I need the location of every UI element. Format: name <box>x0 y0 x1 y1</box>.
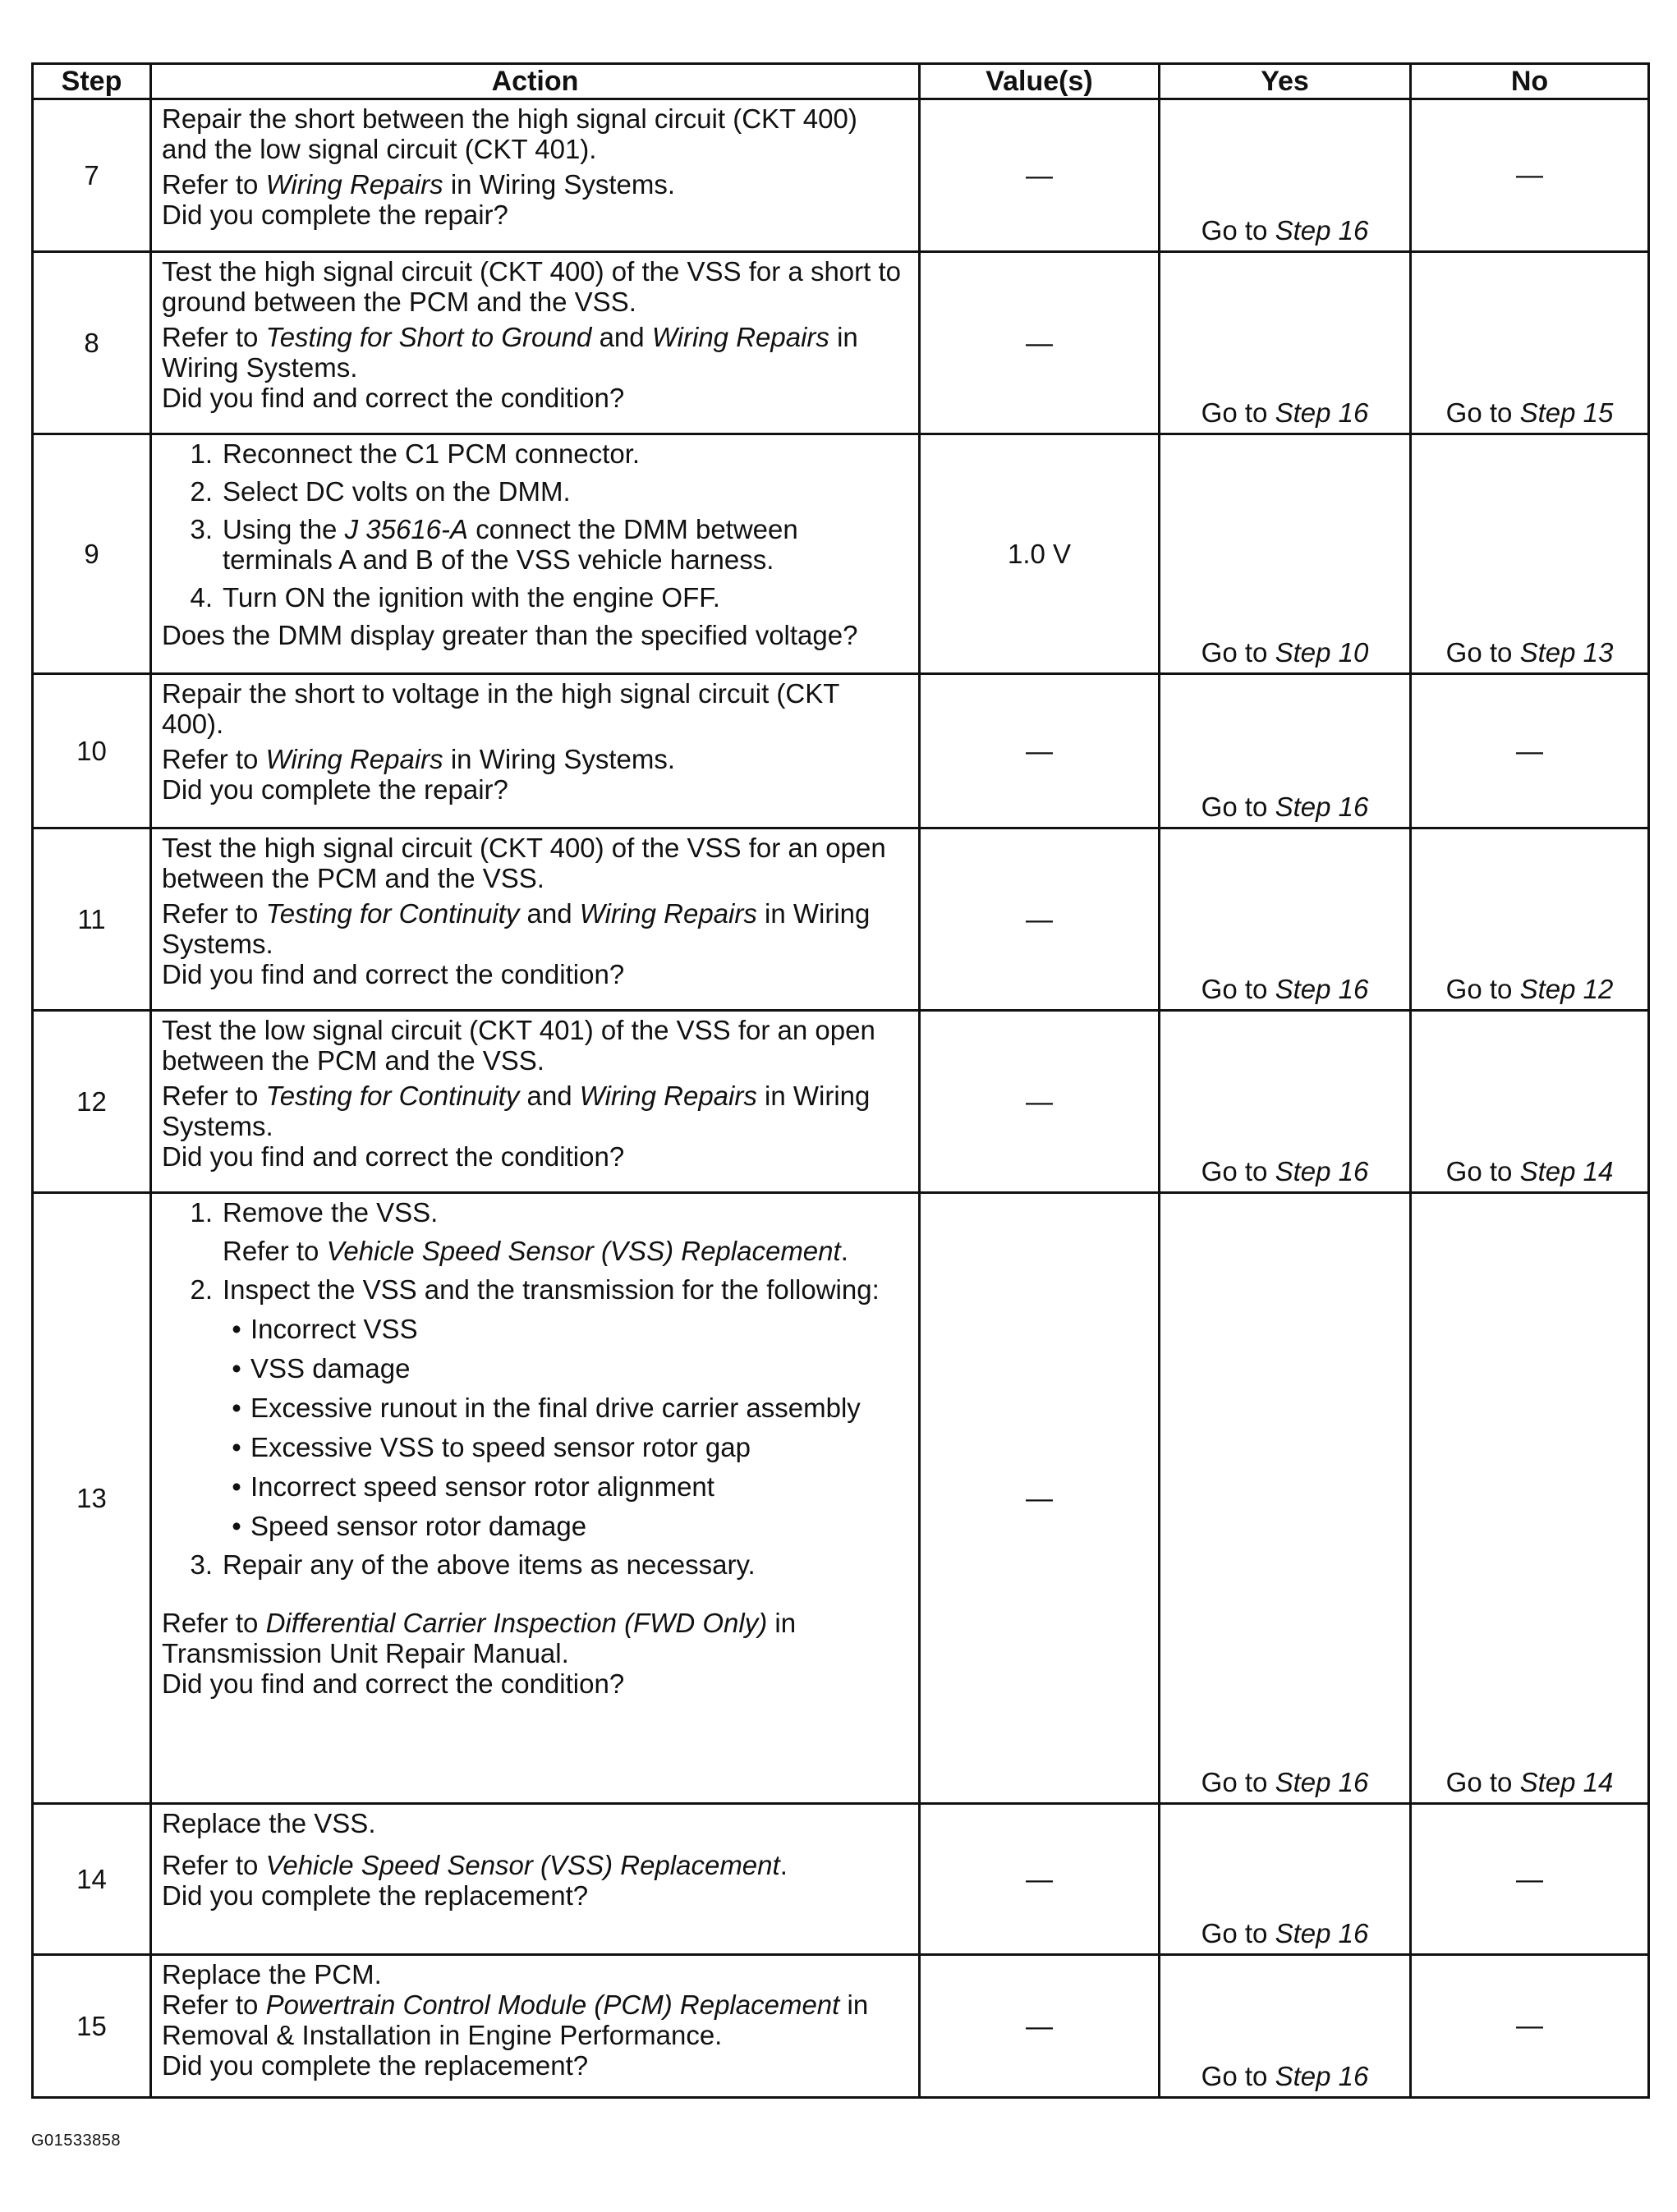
list-item: • Excessive VSS to speed sensor rotor gap <box>232 1432 751 1462</box>
no-cell <box>1411 1804 1649 1955</box>
action-step: Inspect the VSS and the transmission for the following: <box>223 1274 880 1305</box>
action-text: Refer to Vehicle Speed Sensor (VSS) Replacement. <box>223 1236 848 1266</box>
no-cell <box>1411 434 1649 674</box>
yes-goto: Go to Step 16 <box>1201 215 1369 246</box>
yes-goto: Go to Step 10 <box>1201 637 1369 668</box>
action-text: Replace the VSS. <box>162 1808 376 1838</box>
action-question: Did you find and correct the condition? <box>162 959 625 989</box>
no-goto: Go to Step 13 <box>1445 637 1614 668</box>
table-row-step-14 <box>33 1804 1649 1955</box>
action-cell <box>151 1955 920 2098</box>
action-text: Test the low signal circuit (CKT 401) of the VSS for an open between the PCM and the VSS. <box>162 1015 875 1076</box>
action-text: Refer to Testing for Short to Ground and Wiring Repairs in Wiring Systems. <box>162 322 858 383</box>
no-value: — <box>1516 2010 1543 2040</box>
yes-goto: Go to Step 16 <box>1201 1918 1369 1948</box>
action-text: Repair the short between the high signal circuit (CKT 400) and the low signal circuit (CKT 401). <box>162 103 857 164</box>
step-number: 7 <box>33 99 151 252</box>
table-row-step-9 <box>33 434 1649 674</box>
step-number: 12 <box>33 1011 151 1193</box>
no-value: — <box>1516 736 1543 766</box>
action-question: Did you find and correct the condition? <box>162 1141 625 1172</box>
action-text: Test the high signal circuit (CKT 400) of the VSS for a short to ground between the PCM and the VSS. <box>162 256 901 317</box>
action-text: Test the high signal circuit (CKT 400) of the VSS for an open between the PCM and the VSS. <box>162 833 886 893</box>
value-cell: — <box>920 99 1160 252</box>
action-text: Refer to Differential Carrier Inspection (FWD Only) in Transmission Unit Repair Manual. <box>162 1608 797 1668</box>
action-cell <box>151 99 920 252</box>
action-question: Did you complete the repair? <box>162 200 508 230</box>
action-cell: 1. Reconnect the C1 PCM connector. 2. Select DC volts on the DMM. 3. Using the J 35616-A connect the DMM between terminals A and B of the VSS vehicle harness. 4. Turn ON the ignition with the engine OFF. Does the DMM display greater than the specified voltage? <box>151 434 920 674</box>
yes-cell <box>1160 1011 1411 1193</box>
table-row-step-13 <box>33 1193 1649 1804</box>
step-number: 9 <box>33 434 151 674</box>
header-action: Action <box>151 64 920 99</box>
yes-goto: Go to Step 16 <box>1201 2061 1369 2091</box>
header-row <box>33 64 1649 99</box>
no-cell <box>1411 1955 1649 2098</box>
table-row-step-7 <box>33 99 1649 252</box>
action-cell: 1. Remove the VSS. Refer to Vehicle Speed Sensor (VSS) Replacement. 2. Inspect the VSS and the transmission for the following: • Incorrect VSS • VSS damage • Excessive runout in the final drive carrier assembly • Excessive VSS to speed sensor rotor gap • Incorrect speed sensor rotor alignment • Speed sensor rotor damage 3. Repair any of the above items as necessary. Refer to Differential Carrier Inspection (FWD Only) in Transmission Unit Repair Manual. Did you find and correct the condition? <box>151 1193 920 1804</box>
figure-id: G01533858 <box>31 2132 122 2150</box>
step-number: 15 <box>33 1955 151 2098</box>
yes-cell <box>1160 1804 1411 1955</box>
no-goto: Go to Step 12 <box>1445 974 1614 1004</box>
value-cell: — <box>920 828 1160 1011</box>
diagnostic-table <box>31 62 1650 2099</box>
yes-goto: Go to Step 16 <box>1201 974 1369 1004</box>
action-text: Refer to Wiring Repairs in Wiring Systems. <box>162 169 676 200</box>
action-step: Turn ON the ignition with the engine OFF. <box>223 582 720 613</box>
yes-cell <box>1160 1955 1411 2098</box>
action-question: Did you complete the repair? <box>162 774 508 805</box>
action-cell <box>151 1011 920 1193</box>
header-no: No <box>1411 64 1649 99</box>
value-cell: — <box>920 1804 1160 1955</box>
action-text: Replace the PCM. <box>162 1959 382 1989</box>
no-cell <box>1411 99 1649 252</box>
no-value: — <box>1516 1864 1543 1894</box>
yes-goto: Go to Step 16 <box>1201 792 1369 822</box>
yes-goto: Go to Step 16 <box>1201 397 1369 428</box>
header-yes: Yes <box>1160 64 1411 99</box>
action-step: Using the J 35616-A connect the DMM between terminals A and B of the VSS vehicle harness. <box>223 514 798 575</box>
action-question: Did you find and correct the condition? <box>162 383 625 413</box>
yes-cell <box>1160 828 1411 1011</box>
action-cell <box>151 828 920 1011</box>
action-text: Refer to Testing for Continuity and Wiring Repairs in Wiring Systems. <box>162 1081 871 1141</box>
yes-cell <box>1160 252 1411 434</box>
value-cell: — <box>920 1955 1160 2098</box>
action-question: Did you find and correct the condition? <box>162 1668 625 1699</box>
header-values: Value(s) <box>920 64 1160 99</box>
value-cell: 1.0 V <box>920 434 1160 674</box>
action-step: Repair any of the above items as necessary. <box>223 1549 756 1580</box>
list-item: • VSS damage <box>232 1353 411 1384</box>
action-text: Repair the short to voltage in the high signal circuit (CKT 400). <box>162 678 839 739</box>
yes-goto: Go to Step 16 <box>1201 1156 1369 1186</box>
no-cell <box>1411 674 1649 828</box>
no-value: — <box>1516 159 1543 190</box>
list-item: • Speed sensor rotor damage <box>232 1511 587 1541</box>
no-goto: Go to Step 15 <box>1445 397 1614 428</box>
value-cell: — <box>920 1193 1160 1804</box>
action-question: Did you complete the replacement? <box>162 2050 589 2081</box>
action-text: Refer to Wiring Repairs in Wiring Systems. <box>162 744 676 774</box>
action-cell <box>151 1804 920 1955</box>
no-goto: Go to Step 14 <box>1445 1767 1614 1797</box>
step-number: 8 <box>33 252 151 434</box>
no-cell <box>1411 1193 1649 1804</box>
value-cell: — <box>920 252 1160 434</box>
yes-cell <box>1160 674 1411 828</box>
step-number: 13 <box>33 1193 151 1804</box>
header-step: Step <box>33 64 151 99</box>
list-item: • Incorrect VSS <box>232 1314 418 1344</box>
action-text: Refer to Powertrain Control Module (PCM) Replacement in Removal & Installation in Engine Performance. <box>162 1989 869 2050</box>
no-cell <box>1411 1011 1649 1193</box>
table-row-step-15 <box>33 1955 1649 2098</box>
table-row-step-11 <box>33 828 1649 1011</box>
action-cell <box>151 674 920 828</box>
yes-cell <box>1160 1193 1411 1804</box>
action-step: Reconnect the C1 PCM connector. <box>223 438 641 469</box>
table-row-step-8 <box>33 252 1649 434</box>
value-cell: — <box>920 674 1160 828</box>
table-row-step-12 <box>33 1011 1649 1193</box>
action-step: Remove the VSS. <box>223 1197 439 1228</box>
value-cell: — <box>920 1011 1160 1193</box>
action-step: Select DC volts on the DMM. <box>223 476 571 507</box>
list-item: • Incorrect speed sensor rotor alignment <box>232 1471 714 1502</box>
action-question: Does the DMM display greater than the specified voltage? <box>162 620 858 650</box>
list-item: • Excessive runout in the final drive carrier assembly <box>232 1393 861 1423</box>
step-number: 14 <box>33 1804 151 1955</box>
no-cell <box>1411 252 1649 434</box>
yes-cell <box>1160 434 1411 674</box>
yes-goto: Go to Step 16 <box>1201 1767 1369 1797</box>
table-row-step-10 <box>33 674 1649 828</box>
yes-cell <box>1160 99 1411 252</box>
step-number: 10 <box>33 674 151 828</box>
action-text: Refer to Vehicle Speed Sensor (VSS) Replacement. <box>162 1850 788 1880</box>
action-text: Refer to Testing for Continuity and Wiring Repairs in Wiring Systems. <box>162 898 871 959</box>
no-cell <box>1411 828 1649 1011</box>
step-number: 11 <box>33 828 151 1011</box>
no-goto: Go to Step 14 <box>1445 1156 1614 1186</box>
action-question: Did you complete the replacement? <box>162 1880 589 1911</box>
action-cell <box>151 252 920 434</box>
